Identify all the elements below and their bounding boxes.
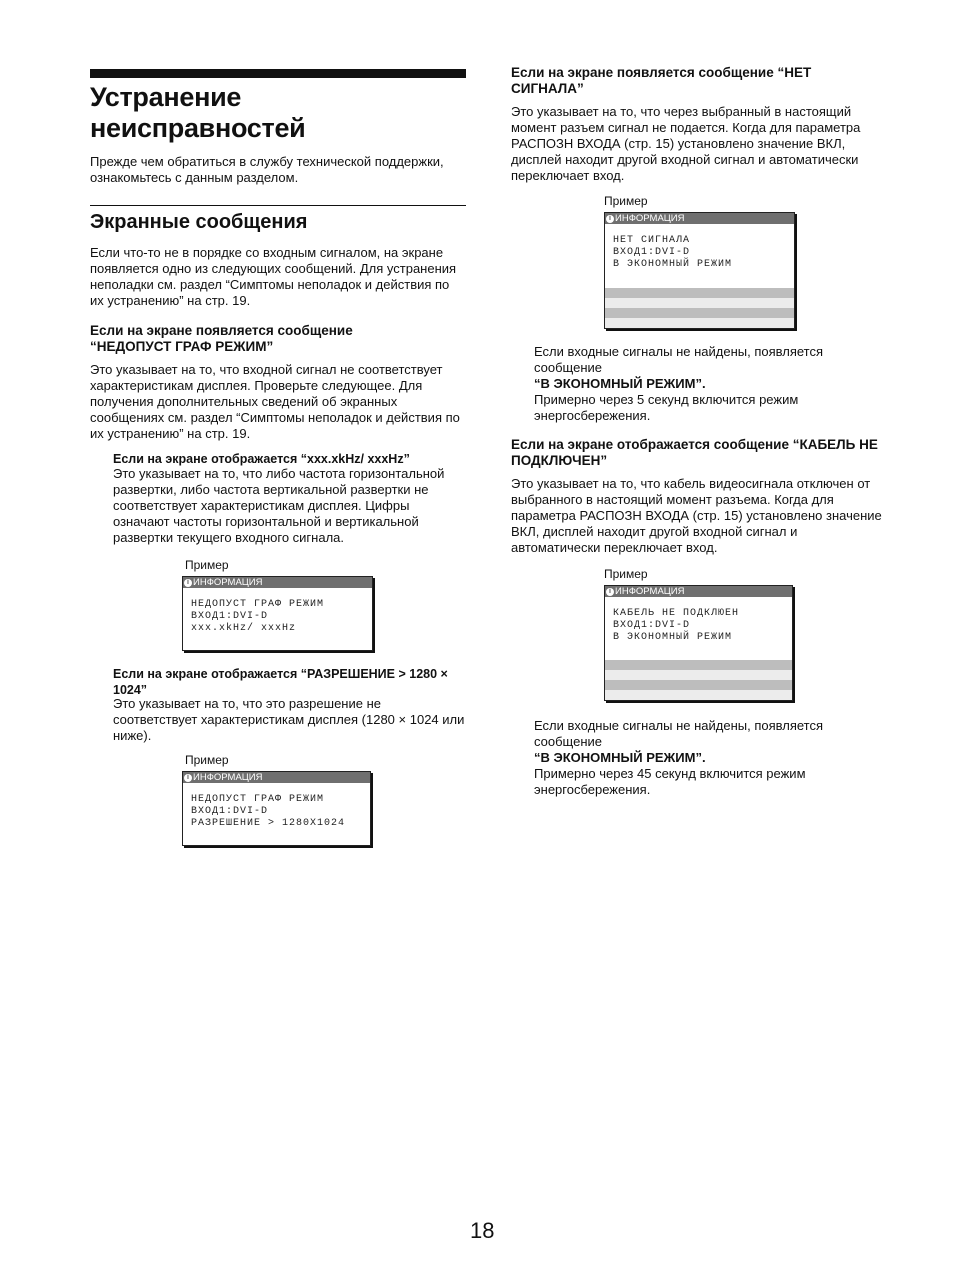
info-icon: i <box>606 215 614 223</box>
freq-body: Это указывает на то, что либо частота горизонтальной развертки, либо частота вертикальной развертки не соответствует характеристикам дисплея. Цифры означают частоты горизонтальной и вертикальной развертки текущего входного сигнала. <box>113 466 445 545</box>
no-signal-note-bold: “В ЭКОНОМНЫЙ РЕЖИМ”. <box>534 376 706 391</box>
section-intro: Если что-то не в порядке со входным сигналом, на экране появляется одно из следующих сообщений. Для устранения неполадки см. раздел “Симптомы неполадок и действия по их устранению” на стр. 19. <box>90 245 457 308</box>
page-intro: Прежде чем обратиться в службу технической поддержки, ознакомьтесь с данным разделом. <box>90 154 444 185</box>
osd-line: ВХОД1:DVI-D <box>191 806 269 817</box>
cable-heading: Если на экране отображается сообщение “КАБЕЛЬ НЕ ПОДКЛЮЧЕН” <box>511 437 878 468</box>
cable-note: Если входные сигналы не найдены, появляется сообщение “В ЭКОНОМНЫЙ РЕЖИМ”. Примерно через 45 секунд включится режим энергосбережения. <box>534 718 824 797</box>
osd-header: i ИНФОРМАЦИЯ <box>605 213 794 224</box>
invalid-mode-heading: Если на экране появляется сообщение “НЕДОПУСТ ГРАФ РЕЖИМ” <box>90 323 353 354</box>
osd-header: i ИНФОРМАЦИЯ <box>183 577 372 588</box>
osd-line: В ЭКОНОМНЫЙ РЕЖИМ <box>613 632 733 643</box>
example-label-3: Пример <box>604 194 648 208</box>
osd-header: i ИНФОРМАЦИЯ <box>605 586 792 597</box>
no-signal-note: Если входные сигналы не найдены, появляется сообщение “В ЭКОНОМНЫЙ РЕЖИМ”. Примерно через 5 секунд включится режим энергосбережения. <box>534 344 824 423</box>
invalid-mode-body: Это указывает на то, что входной сигнал не соответствует характеристикам дисплея. Проверьте следующее. Для получения дополнительных сведений об экранных сообщениях см. раздел “Симптомы неполадок и действия по их устранению” на стр. 19. <box>90 362 460 441</box>
page-title <box>90 82 466 144</box>
example-label-1: Пример <box>185 558 229 572</box>
section-divider <box>90 205 466 206</box>
example-label-4: Пример <box>604 567 648 581</box>
resolution-heading: Если на экране отображается “РАЗРЕШЕНИЕ > 1280 × 1024” <box>113 667 448 697</box>
osd-line: КАБЕЛЬ НЕ ПОДКЛЮЕН <box>613 608 740 619</box>
osd-line: В ЭКОНОМНЫЙ РЕЖИМ <box>613 259 733 270</box>
example-label-2: Пример <box>185 753 229 767</box>
resolution-body: Это указывает на то, что это разрешение не соответствует характеристикам дисплея (1280 × 1024 или ниже). <box>113 696 465 743</box>
page-number: 18 <box>470 1218 495 1243</box>
osd-header: i ИНФОРМАЦИЯ <box>183 772 370 783</box>
osd-line: xxx.xkHz/ xxxHz <box>191 623 297 634</box>
osd-box-no-signal <box>604 212 795 329</box>
page-title-line1: Устранение <box>90 82 242 112</box>
info-icon: i <box>184 774 192 782</box>
osd-stripes <box>605 288 794 328</box>
freq-heading: Если на экране отображается “xxx.xkHz/ xxxHz” <box>113 452 410 466</box>
no-signal-heading: Если на экране появляется сообщение “НЕТ СИГНАЛА” <box>511 65 812 96</box>
title-bar <box>90 69 466 78</box>
osd-line: НЕДОПУСТ ГРАФ РЕЖИМ <box>191 599 325 610</box>
osd-stripes <box>605 660 792 700</box>
osd-line: НЕДОПУСТ ГРАФ РЕЖИМ <box>191 794 325 805</box>
cable-note-bold: “В ЭКОНОМНЫЙ РЕЖИМ”. <box>534 750 706 765</box>
info-icon: i <box>184 579 192 587</box>
osd-box-invalid-freq <box>182 576 373 651</box>
osd-line: НЕТ СИГНАЛА <box>613 235 691 246</box>
no-signal-body: Это указывает на то, что через выбранный в настоящий момент разъем сигнал не подается. Когда для параметра РАСПОЗН ВХОДА (стр. 15) установлено значение ВКЛ, дисплей находит другой входной сигнал и автоматически переключает вход. <box>511 104 861 183</box>
osd-box-cable <box>604 585 793 701</box>
page-title-line2: неисправностей <box>90 113 306 143</box>
cable-body: Это указывает на то, что кабель видеосигнала отключен от выбранного в настоящий момент разъема. Когда для параметра РАСПОЗН ВХОДА (стр. 15) установлено значение ВКЛ, дисплей находит другой входной сигнал и автоматически переключает вход. <box>511 476 882 555</box>
osd-line: ВХОД1:DVI-D <box>191 611 269 622</box>
osd-box-resolution <box>182 771 371 846</box>
section-title: Экранные сообщения <box>90 211 308 233</box>
osd-line: РАЗРЕШЕНИЕ > 1280X1024 <box>191 818 346 829</box>
osd-line: ВХОД1:DVI-D <box>613 620 691 631</box>
osd-line: ВХОД1:DVI-D <box>613 247 691 258</box>
info-icon: i <box>606 588 614 596</box>
